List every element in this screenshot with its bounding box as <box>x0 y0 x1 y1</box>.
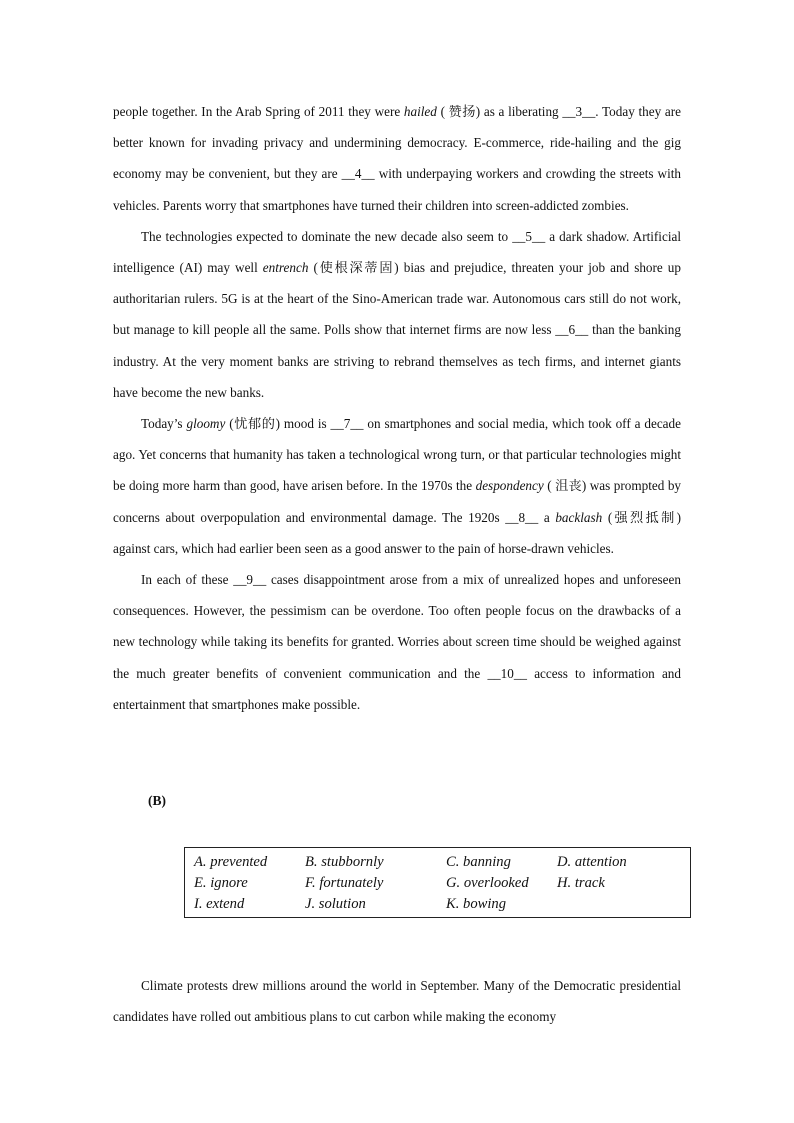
passage-paragraph <box>113 221 681 408</box>
text-run: (使根深蒂固) bias and prejudice, threaten your job and shore up authoritarian rulers. 5G is at the heart of the Sino-American trade war. Autonomous cars still do not work, but manage to kill people all the same. Polls show that internet firms are now less <box>113 260 681 338</box>
answer-blank: __3__ <box>562 104 596 119</box>
text-run: Today’s <box>141 416 187 432</box>
word-option: E. ignore <box>194 875 248 891</box>
text-run: with underpaying workers and crowding the streets with vehicles. Parents worry that smartphones have turned their children into screen-addicted zombies. <box>113 166 681 213</box>
text-run: The technologies expected to dominate the new decade also seem to <box>141 228 513 244</box>
italic-term: despondency <box>475 478 544 494</box>
section-label-b: (B) <box>148 793 166 808</box>
word-option: K. bowing <box>446 896 507 912</box>
text-run: than the banking industry. At the very moment banks are striving to rebrand themselves as tech firms, and internet giants have become the new banks. <box>113 322 681 400</box>
word-bank-box <box>184 847 691 918</box>
word-option: D. attention <box>557 854 627 870</box>
word-option: J. solution <box>305 896 366 912</box>
italic-term: gloomy <box>186 416 226 432</box>
text-run: (忧郁的) mood is <box>225 416 331 432</box>
text-run: access to information and entertainment that smartphones make possible. <box>113 665 681 712</box>
word-option: B. stubbornly <box>305 854 384 870</box>
text-run: cases disappointment arose from a mix of unrealized hopes and unforeseen consequences. However, the pessimism can be overdone. Too often people focus on the drawbacks of a new technology while taking its benefits for granted. Worries about screen time should be weighed against the much greater benefits of convenient communication and the <box>113 572 681 681</box>
text-run: a dark shadow. Artificial intelligence (AI) may well <box>113 228 681 276</box>
answer-blank: __10__ <box>487 665 528 681</box>
word-option: I. extend <box>194 896 245 912</box>
passage-a <box>113 96 681 720</box>
answer-blank: __6__ <box>555 322 589 338</box>
text-run: a <box>538 509 556 525</box>
word-option: G. overlooked <box>446 875 529 891</box>
answer-blank: __9__ <box>233 572 267 588</box>
text-run: ( 沮丧) was prompted by concerns about overpopulation and environmental damage. The 1920s <box>113 478 682 525</box>
word-option: C. banning <box>446 854 511 870</box>
passage-paragraph <box>113 564 681 720</box>
word-option: F. fortunately <box>305 875 384 891</box>
text-run: ( 赞扬) as a liberating <box>436 104 563 119</box>
answer-blank: __8__ <box>505 509 539 525</box>
text-run: . Today they are better known for invading privacy and undermining democracy. E-commerce, ride-hailing and the gig economy may be convenient, but they are <box>113 104 681 182</box>
italic-term: entrench <box>262 260 309 276</box>
passage-paragraph <box>113 408 681 564</box>
italic-term: hailed <box>403 104 437 119</box>
answer-blank: __5__ <box>512 228 546 244</box>
text-run: on smartphones and social media, which took off a decade ago. Yet concerns that humanity has taken a technological wrong turn, or that particular technologies might be doing more harm than good, have arisen before. In the 1970s the <box>113 416 681 494</box>
passage-paragraph <box>113 96 681 221</box>
answer-blank: __4__ <box>341 166 375 182</box>
passage-b <box>113 970 681 1032</box>
passage-b-paragraph: Climate protests drew millions around the world in September. Many of the Democratic presidential candidates have rolled out ambitious plans to cut carbon while making the economy <box>113 978 681 1025</box>
text-run: In each of these <box>141 572 234 588</box>
italic-term: backlash <box>555 509 603 525</box>
word-option: H. track <box>557 875 605 891</box>
answer-blank: __7__ <box>330 416 364 432</box>
text-run: people together. In the Arab Spring of 2011 they were <box>113 104 404 119</box>
text-run: (强烈抵制) against cars, which had earlier been seen as a good answer to the pain of horse-drawn vehicles. <box>113 509 681 556</box>
word-option: A. prevented <box>194 854 268 870</box>
